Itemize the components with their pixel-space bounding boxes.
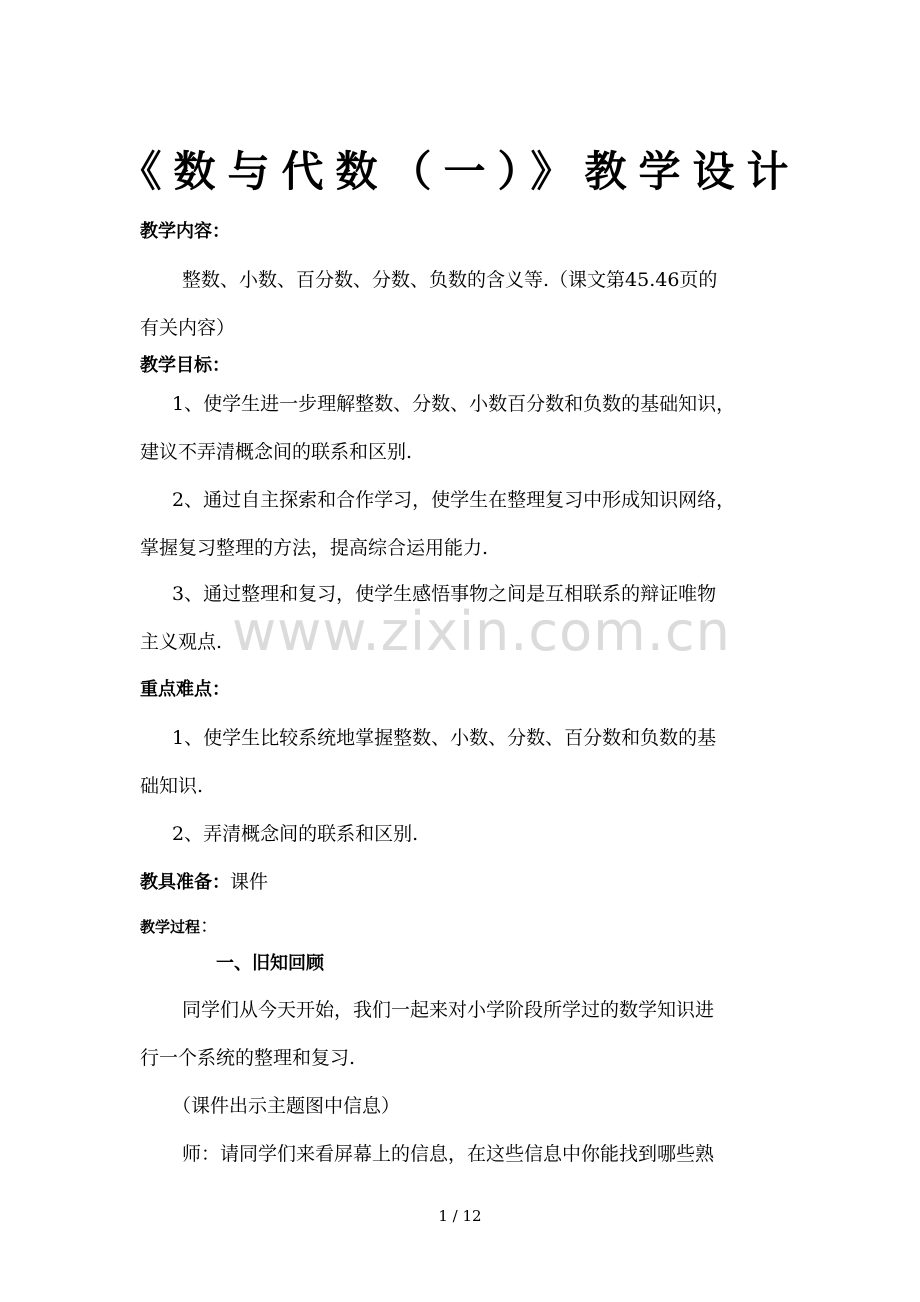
page-number: 1 / 12: [438, 1207, 482, 1225]
tools-heading: 教具准备：: [140, 872, 230, 893]
part1-text: 行一个系统的整理和复习.: [140, 1047, 356, 1069]
process-heading: 教学过程: [140, 918, 201, 936]
goal-item: 2、通过自主探索和合作学习，使学生在整理复习中形成知识网络，: [172, 489, 736, 511]
goal-item: 3、通过整理和复习，使学生感悟事物之间是互相联系的辩证唯物: [172, 583, 717, 605]
part1-text: （课件出示主题图中信息）: [172, 1095, 401, 1117]
process-line: [140, 912, 219, 941]
process-colon: ：: [200, 915, 220, 937]
key-point-item: 础知识.: [140, 775, 204, 797]
goal-item: 掌握复习整理的方法，提高综合运用能力.: [140, 537, 489, 559]
content-text: 有关内容）: [140, 317, 236, 339]
key-point-item: 2、弄清概念间的联系和区别.: [172, 823, 419, 845]
goals-heading: 教学目标：: [140, 355, 230, 376]
content-heading: 教学内容：: [140, 221, 230, 242]
part1-text: 师：请同学们来看屏幕上的信息，在这些信息中你能找到哪些熟: [182, 1143, 715, 1165]
content-text: 整数、小数、百分数、分数、负数的含义等.（课文第45.46页的: [182, 269, 718, 291]
document-title: 《数与代数（一）》教学设计: [119, 147, 801, 196]
key-point-item: 1、使学生比较系统地掌握整数、小数、分数、百分数和负数的基: [172, 727, 717, 749]
key-points-heading: 重点难点：: [140, 679, 230, 700]
part1-text: 同学们从今天开始，我们一起来对小学阶段所学过的数学知识进: [182, 999, 715, 1021]
part1-heading: 一、旧知回顾: [216, 953, 324, 974]
goal-item: 1、使学生进一步理解整数、分数、小数百分数和负数的基础知识，: [172, 393, 736, 415]
watermark-text: www.zixin.com.cn: [232, 600, 731, 663]
tools-value: 课件: [230, 871, 269, 893]
goal-item: 建议不弄清概念间的联系和区别.: [140, 441, 413, 463]
tools-line: [140, 868, 268, 897]
goal-item: 主义观点.: [140, 631, 223, 653]
